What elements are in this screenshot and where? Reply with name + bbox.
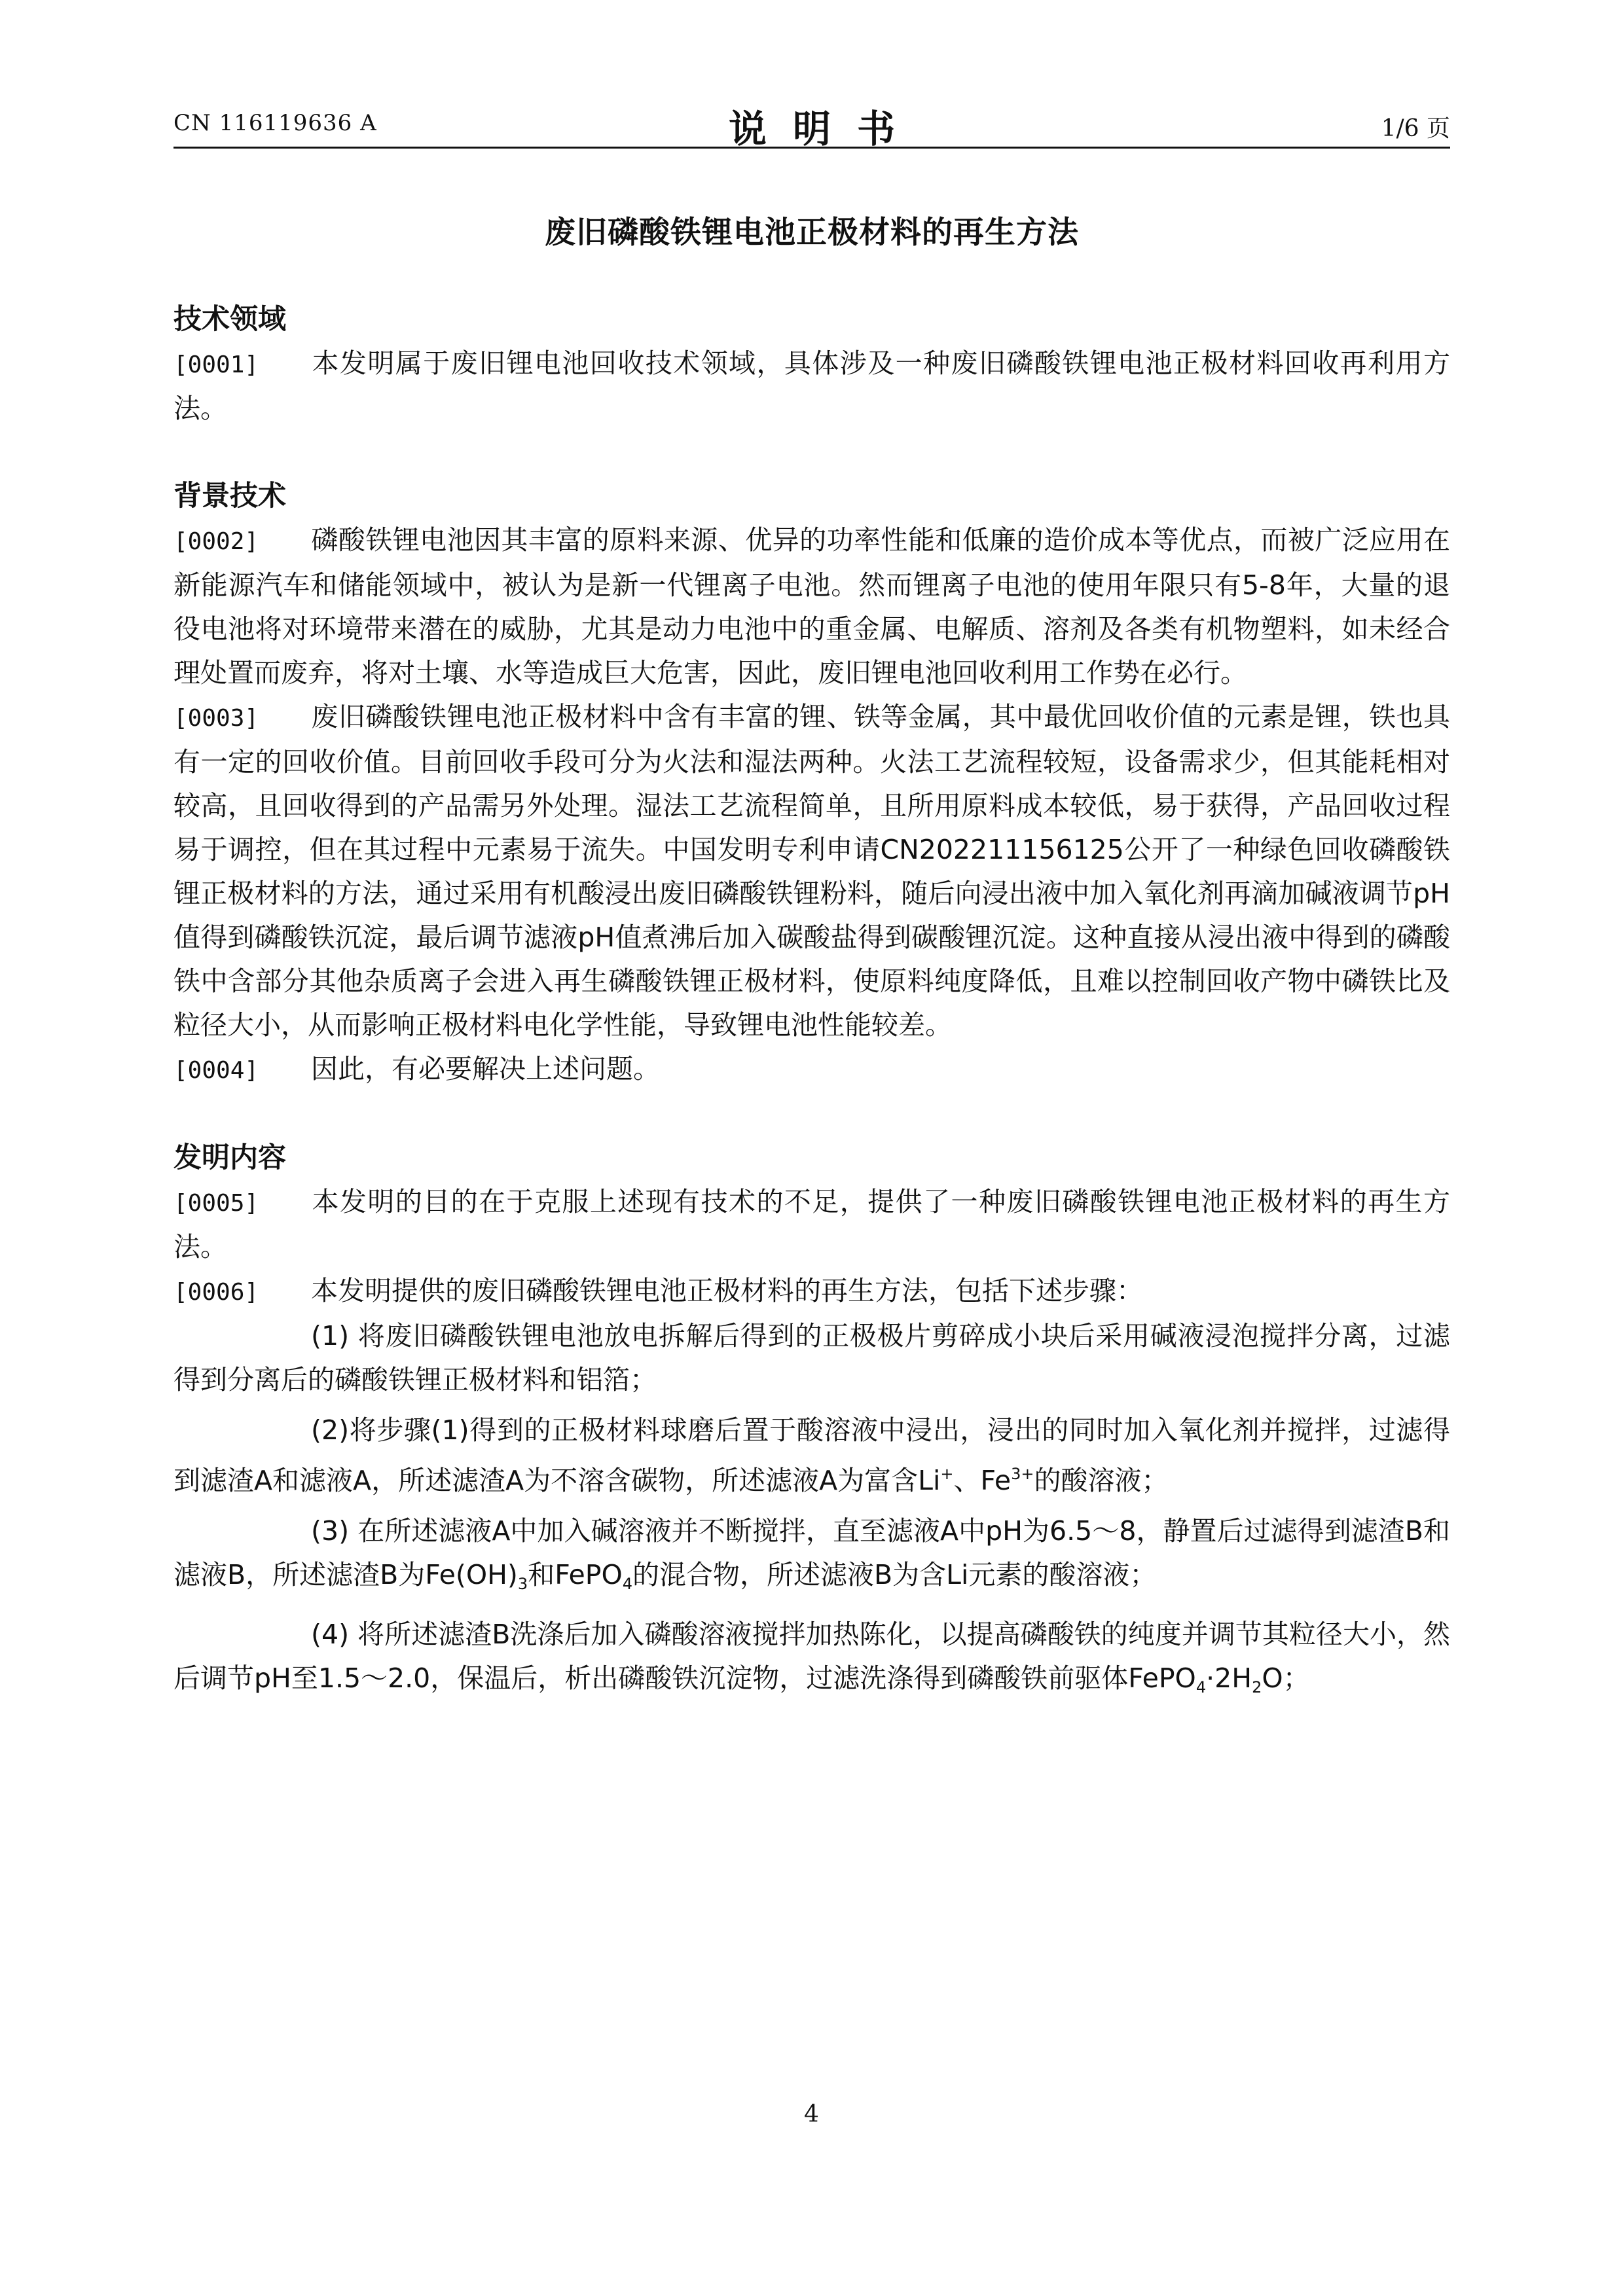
page-header (173, 98, 1450, 151)
paragraph-text: 磷酸铁锂电池因其丰富的原料来源、优异的功率性能和低廉的造价成本等优点，而被广泛应用在新能源汽车和储能领域中，被认为是新一代锂离子电池。然而锂离子电池的使用年限只有5-8年，大量的退役电池将对环境带来潜在的威胁，尤其是动力电池中的重金属、电解质、溶剂及各类有机物塑料，如未经合理处置而废弃，将对土壤、水等造成巨大危害，因此，废旧锂电池回收利用工作势在必行。 (173, 524, 1450, 689)
paragraph-number: [0001] (173, 351, 259, 378)
page-indicator: 1/6 页 (1381, 115, 1450, 142)
paragraph-text: 本发明属于废旧锂电池回收技术领域，具体涉及一种废旧磷酸铁锂电池正极材料回收再利用方法。 (173, 348, 1450, 424)
step-text: O； (1262, 1662, 1310, 1694)
paragraph-number: [0006] (173, 1279, 259, 1306)
step-text: 和FePO (528, 1559, 623, 1590)
paragraph-0001 (173, 342, 1450, 431)
paragraph-0002 (173, 518, 1450, 695)
step-3 (173, 1509, 1450, 1606)
step-text: (3) 在所述滤液A中加入碱溶液并不断搅拌，直至滤液A中pH为6.5～8，静置后过滤得到滤渣B和滤液B，所述滤渣B为Fe(OH) (173, 1515, 1450, 1590)
subscript: 4 (622, 1575, 633, 1593)
section-invention: 发明内容 (173, 1141, 286, 1174)
publication-number: CN 116119636 A (173, 110, 377, 136)
document-body (173, 298, 1450, 1716)
step-text: 的酸溶液； (1034, 1465, 1169, 1496)
paragraph-text: 本发明的目的在于克服上述现有技术的不足，提供了一种废旧磷酸铁锂电池正极材料的再生方法。 (173, 1186, 1450, 1263)
superscript: 3+ (1011, 1465, 1034, 1483)
section-background: 背景技术 (173, 480, 286, 512)
paragraph-number: [0003] (173, 705, 259, 732)
paragraph-0006 (173, 1269, 1450, 1314)
step-text: 、Fe (953, 1465, 1012, 1496)
document-title: 废旧磷酸铁锂电池正极材料的再生方法 (545, 215, 1079, 251)
superscript: + (940, 1465, 954, 1483)
paragraph-0003 (173, 695, 1450, 1047)
section-tech-field: 技术领域 (173, 303, 286, 336)
paragraph-text: 因此，有必要解决上述问题。 (311, 1053, 660, 1085)
step-text: 的混合物，所述滤液B为含Li元素的酸溶液； (632, 1559, 1157, 1590)
step-4 (173, 1613, 1450, 1710)
paragraph-number: [0002] (173, 528, 259, 555)
step-text: (2)将步骤(1)得到的正极材料球磨后置于酸溶液中浸出，浸出的同时加入氧化剂并搅拌，过滤得到滤渣A和滤液A，所述滤渣A为不溶含碳物，所述滤液A为富含Li (173, 1414, 1450, 1496)
paragraph-text: 废旧磷酸铁锂电池正极材料中含有丰富的锂、铁等金属，其中最优回收价值的元素是锂，铁也具有一定的回收价值。目前回收手段可分为火法和湿法两种。火法工艺流程较短，设备需求少，但其能耗相对较高，且回收得到的产品需另外处理。湿法工艺流程简单，且所用原料成本较低，易于获得，产品回收过程易于调控，但在其过程中元素易于流失。中国发明专利申请CN202211156125公开了一种绿色回收磷酸铁锂正极材料的方法，通过采用有机酸浸出废旧磷酸铁锂粉料，随后向浸出液中加入氧化剂再滴加碱液调节pH值得到磷酸铁沉淀，最后调节滤液pH值煮沸后加入碳酸盐得到碳酸锂沉淀。这种直接从浸出液中得到的磷酸铁中含部分其他杂质离子会进入再生磷酸铁锂正极材料，使原料纯度降低，且难以控制回收产物中磷铁比及粒径大小，从而影响正极材料电化学性能，导致锂电池性能较差。 (173, 701, 1450, 1041)
step-2 (173, 1408, 1450, 1503)
step-text: (4) 将所述滤渣B洗涤后加入磷酸溶液搅拌加热陈化，以提高磷酸铁的纯度并调节其粒径大小，然后调节pH至1.5～2.0，保温后，析出磷酸铁沉淀物，过滤洗涤得到磷酸铁前驱体FePO (173, 1619, 1450, 1694)
paragraph-number: [0005] (173, 1190, 259, 1217)
paragraph-text: 本发明提供的废旧磷酸铁锂电池正极材料的再生方法，包括下述步骤： (311, 1275, 1143, 1306)
subscript: 2 (1252, 1678, 1262, 1696)
paragraph-0005 (173, 1180, 1450, 1269)
paragraph-number: [0004] (173, 1057, 259, 1084)
step-1: (1) 将废旧磷酸铁锂电池放电拆解后得到的正极极片剪碎成小块后采用碱液浸泡搅拌分离，过滤得到分离后的磷酸铁锂正极材料和铝箔； (173, 1320, 1450, 1395)
subscript: 3 (517, 1575, 528, 1593)
header-rule (173, 147, 1450, 149)
paragraph-0004 (173, 1047, 1450, 1092)
document-type: 说明书 (728, 107, 921, 151)
subscript: 4 (1195, 1678, 1207, 1696)
page-number: 4 (804, 2101, 819, 2128)
step-text: ·2H (1206, 1662, 1252, 1694)
